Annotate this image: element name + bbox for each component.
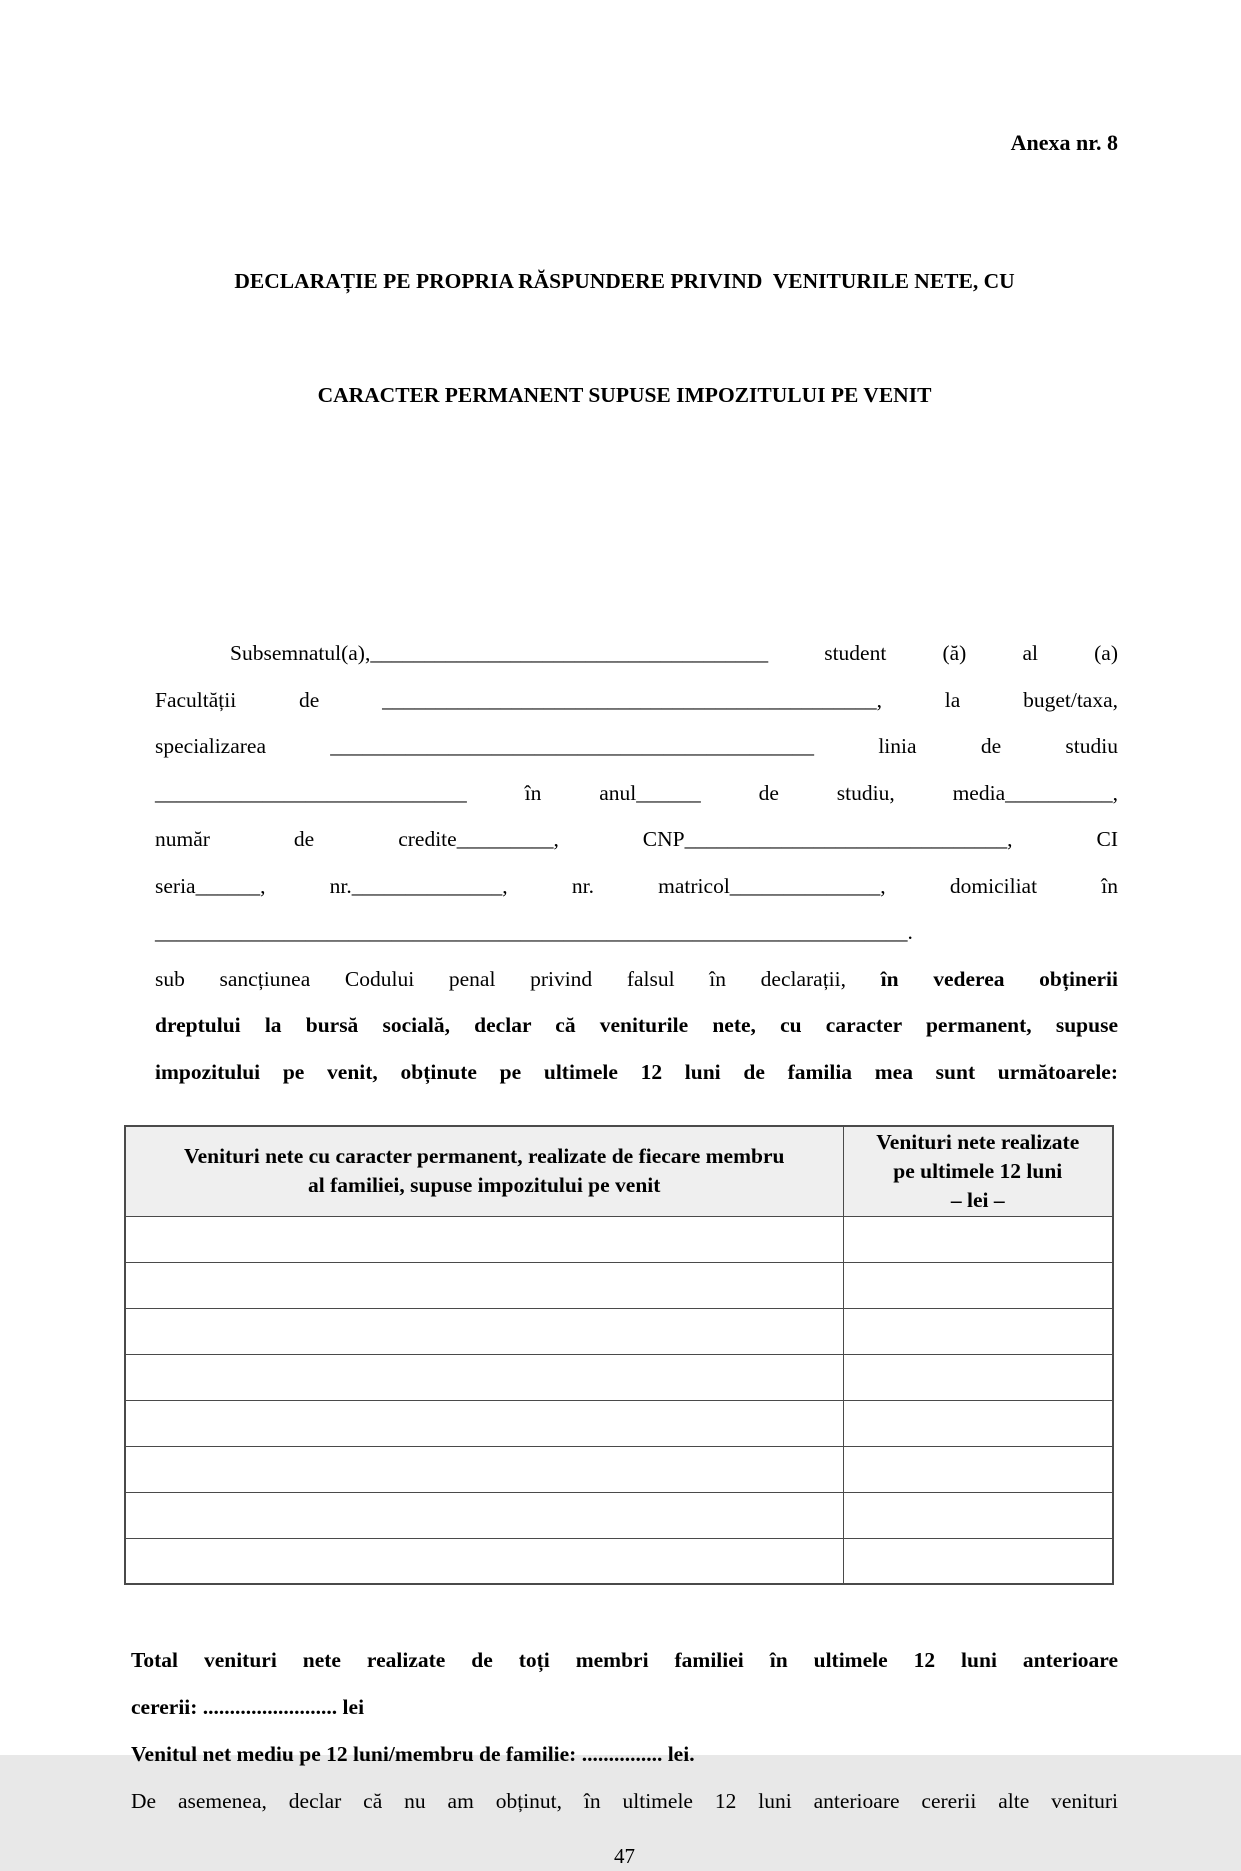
total-income-line: Total venituri nete realizate de toți membri familiei în ultimele 12 luni anterioare [131, 1648, 1118, 1672]
income-table-header-right-line3: – lei – [950, 1187, 1005, 1212]
table-row [125, 1446, 1113, 1492]
income-description-cell [125, 1538, 843, 1584]
income-amount-cell [843, 1308, 1113, 1354]
page-number: 47 [614, 1844, 635, 1868]
declaration-line-6: seria______, nr.______________, nr. matricol______________, domiciliat în [155, 873, 1118, 898]
income-description-cell [125, 1354, 843, 1400]
declaration-line-9: dreptului la bursă socială, declar că veniturile nete, cu caracter permanent, supuse [155, 1013, 1118, 1037]
income-table-header [125, 1126, 1113, 1216]
document-title-line2: CARACTER PERMANENT SUPUSE IMPOZITULUI PE VENIT [317, 383, 932, 407]
declaration-paragraph [155, 630, 1118, 1095]
income-table [124, 1125, 1114, 1585]
additional-declaration-line: De asemenea, declar că nu am obținut, în ultimele 12 luni anterioare cererii alte venituri [131, 1789, 1118, 1813]
table-row [125, 1308, 1113, 1354]
totals-section [131, 1637, 1118, 1825]
declaration-line-3: specializarea _____________________________________________ linia de studiu [155, 734, 1118, 758]
income-description-cell [125, 1400, 843, 1446]
income-amount-cell [843, 1262, 1113, 1308]
income-description-cell [125, 1446, 843, 1492]
income-table-wrapper [124, 1125, 1118, 1585]
income-amount-cell [843, 1400, 1113, 1446]
declaration-line-2: Facultății de ______________________________________________, la buget/taxa, [155, 687, 1118, 712]
income-table-header-right-line1: Venituri nete realizate [876, 1129, 1080, 1154]
income-table-header-left [125, 1126, 843, 1216]
total-income-amount-line: cererii: ......................... lei [131, 1695, 365, 1719]
document-title [131, 186, 1118, 490]
table-row [125, 1538, 1113, 1584]
income-amount-cell [843, 1492, 1113, 1538]
income-table-header-right-line2: pe ultimele 12 luni [893, 1158, 1063, 1183]
income-description-cell [125, 1216, 843, 1262]
income-table-header-right [843, 1126, 1113, 1216]
declaration-line-8-bold: în vederea obținerii [880, 966, 1118, 991]
table-row [125, 1400, 1113, 1446]
table-row [125, 1492, 1113, 1538]
document-title-line1: DECLARAȚIE PE PROPRIA RĂSPUNDERE PRIVIND VENITURILE NETE, CU [234, 269, 1015, 293]
table-row [125, 1354, 1113, 1400]
declaration-line-5: număr de credite_________, CNP______________________________, CI [155, 827, 1118, 851]
income-table-body [125, 1216, 1113, 1584]
declaration-line-7-address-blank: ______________________________________________________________________. [155, 920, 913, 944]
declaration-line-4: _____________________________ în anul______ de studiu, media__________, [155, 780, 1118, 805]
average-income-line: Venitul net mediu pe 12 luni/membru de familie: ............... lei. [131, 1742, 695, 1766]
declaration-line-10: impozitului pe venit, obținute pe ultimele 12 luni de familia mea sunt următoarele: [155, 1059, 1118, 1084]
annex-label: Anexa nr. 8 [1010, 130, 1118, 155]
income-amount-cell [843, 1538, 1113, 1584]
income-amount-cell [843, 1446, 1113, 1492]
income-table-header-row [125, 1126, 1113, 1216]
income-amount-cell [843, 1354, 1113, 1400]
table-row [125, 1262, 1113, 1308]
declaration-line-1: Subsemnatul(a),_____________________________________ student (ă) al (a) [230, 641, 1118, 665]
table-row [125, 1216, 1113, 1262]
income-description-cell [125, 1262, 843, 1308]
income-description-cell [125, 1308, 843, 1354]
income-table-header-left-line2: al familiei, supuse impozitului pe venit [308, 1173, 661, 1198]
income-amount-cell [843, 1216, 1113, 1262]
income-table-header-left-line1: Venituri nete cu caracter permanent, realizate de fiecare membru [184, 1144, 785, 1169]
declaration-line-8-regular: sub sancțiunea Codului penal privind falsul în declarații, [155, 966, 846, 991]
declaration-line-8 [155, 956, 1118, 1003]
income-description-cell [125, 1492, 843, 1538]
